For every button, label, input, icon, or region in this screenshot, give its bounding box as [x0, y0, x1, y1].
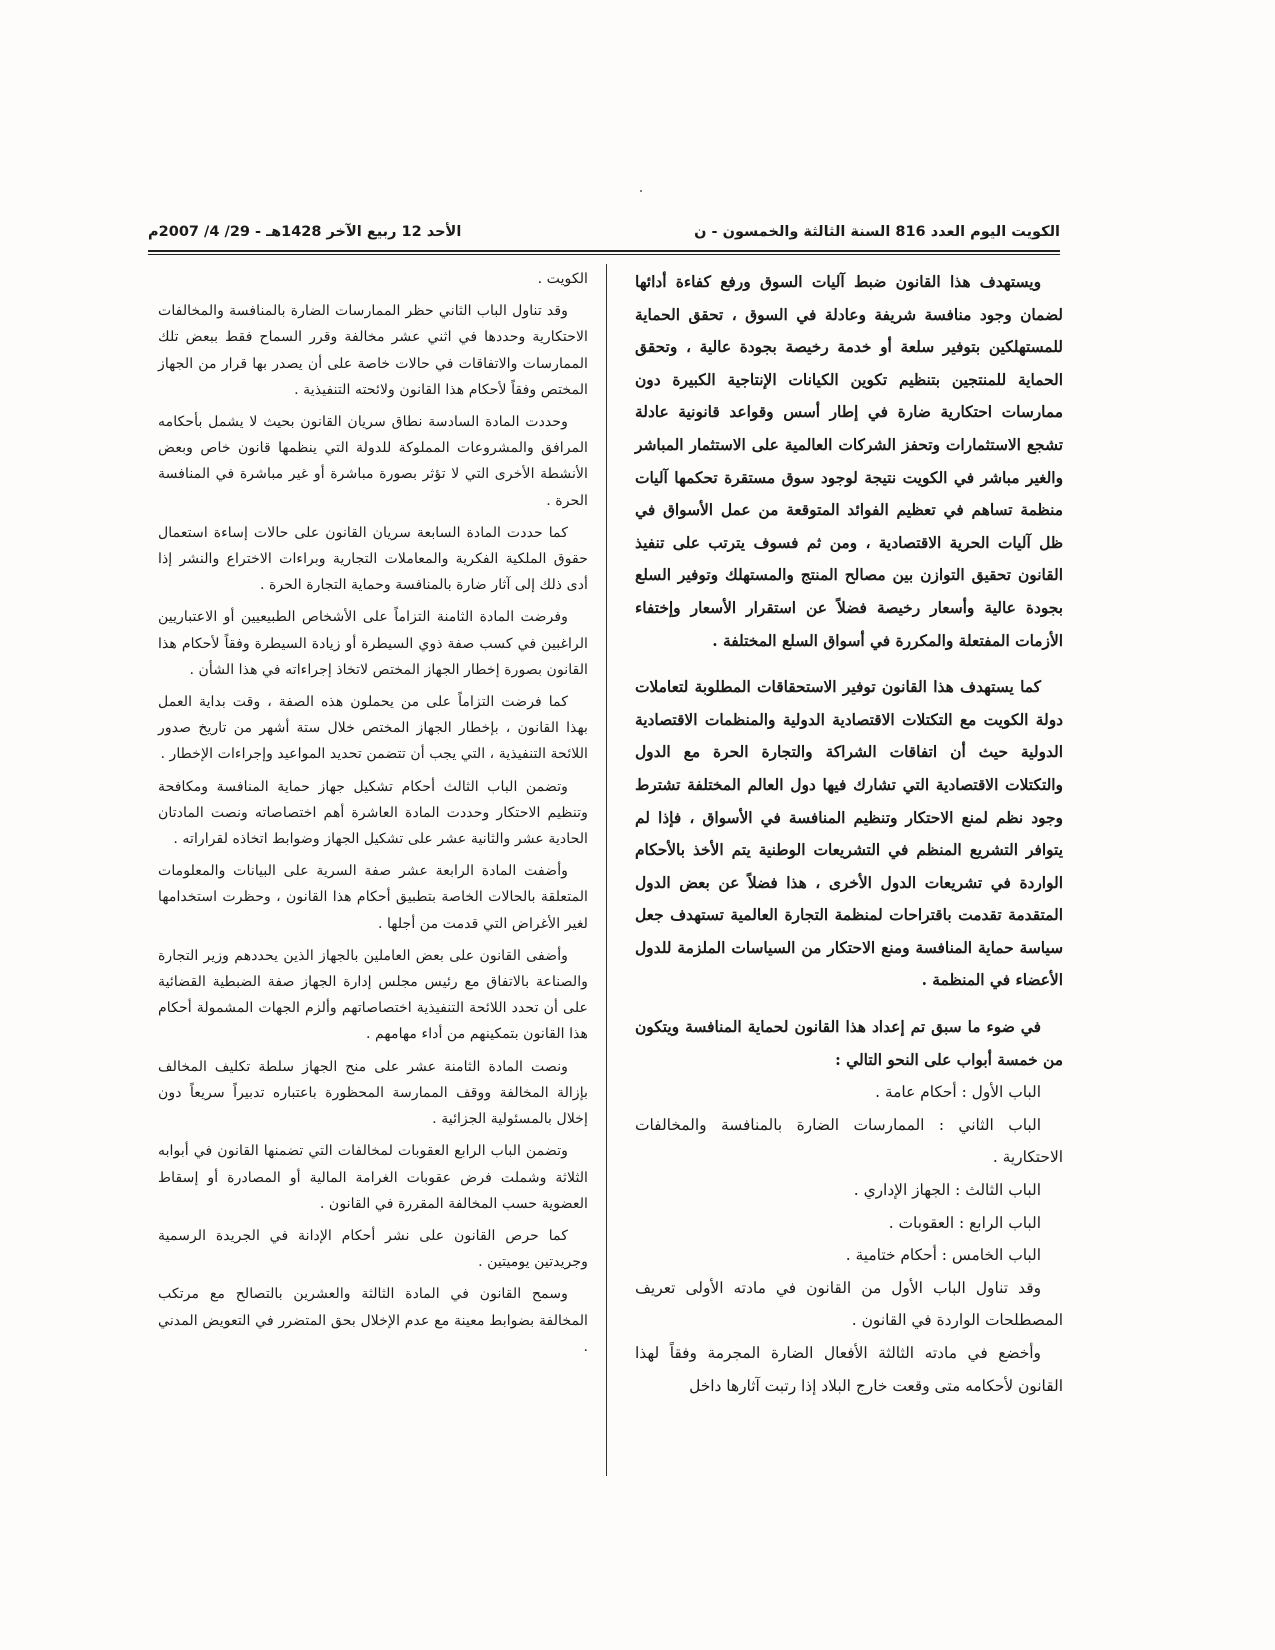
header-rule-thin: [148, 254, 1060, 255]
left-column: [158, 266, 588, 1366]
paragraph-chapter-3: وتضمن الباب الثالث أحكام تشكيل جهاز حماية المنافسة ومكافحة وتنظيم الاحتكار وحددت المادة العاشرة أهم اختصاصاته ونصت المادتان الحادية عشر والثانية عشر على تشكيل الجهاز وضوابط اتخاذه لقراراته .: [158, 778, 588, 848]
paragraph-chapter-2: وقد تناول الباب الثاني حظر الممارسات الضارة بالمنافسة والمخالفات الاحتكارية وحددها في اثني عشر مخالفة وقرر السماح فقط ببعض تلك الممارسات والاتفاقات في حالات خاصة على أن يصدر بها قرار من الجهاز المختص وفقاً لأحكام هذا القانون ولائحته التنفيذية .: [158, 303, 588, 398]
header-rule: [148, 250, 1060, 252]
paragraph-judicial-officers: وأضفى القانون على بعض العاملين بالجهاز الذين يحددهم وزير التجارة والصناعة بالاتفاق مع رئيس مجلس إدارة الجهاز صفة الضبطية القضائية على أن تحدد اللائحة التنفيذية اختصاصاتهم وألزم الجهات المشمولة أحكام هذا القانون بتمكينهم من أداء مهامهم .: [158, 947, 588, 1043]
chapter-4: الباب الرابع : العقوبات .: [888, 1213, 1041, 1232]
paragraph-article-23: وسمح القانون في المادة الثالثة والعشرين بالتصالح مع مرتكب المخالفة بضوابط معينة مع عدم الإخلال بحق المتضرر في التعويض المدني .: [158, 1286, 588, 1355]
header-date: الأحد 12 ربيع الآخر 1428هـ - 29/ 4/ 2007م: [148, 224, 462, 240]
page-header: [148, 224, 1060, 254]
paragraph-article-8: وفرضت المادة الثامنة التزاماً على الأشخاص الطبيعيين أو الاعتباريين الراغبين في كسب صفة ذوي السيطرة أو زيادة السيطرة وفقاً لأحكام هذا القانون بصورة إخطار الجهاز المختص لاتخاذ إجراءاته في هذا الشأن .: [158, 609, 588, 678]
column-divider: [606, 264, 607, 1476]
paragraph-article-18: ونصت المادة الثامنة عشر على منح الجهاز سلطة تكليف المخالف بإزالة المخالفة ووقف الممارسة المحظورة باعتباره تدبيراً سريعاً دون إخلال بالمسئولية الجزائية .: [158, 1058, 588, 1128]
paragraph-article-7: كما حددت المادة السابعة سريان القانون على حالات إساءة استعمال حقوق الملكية الفكرية والمعاملات التجارية وبراءات الاختراع والنشر إذا أدى ذلك إلى آثار ضارة بالمنافسة وحماية التجارة الحرة .: [158, 524, 588, 594]
paragraph-article-14: وأضفت المادة الرابعة عشر صفة السرية على البيانات والمعلومات المتعلقة بالحالات الخاصة بتطبيق أحكام هذا القانون ، وحظرت استخدامها لغير الأغراض التي قدمت من أجلها .: [158, 863, 588, 932]
paragraph-objectives: ويستهدف هذا القانون ضبط آليات السوق ورفع كفاءة أدائها لضمان وجود منافسة شريفة وعادلة في السوق ، تحقق الحماية للمستهلكين بتوفير سلعة أو خدمة رخيصة بجودة عالية ، وتحقق الحماية للمنتجين بتنظيم تكوين الكيانات الإنتاجية الكبيرة دون ممارسات احتكارية ضارة في إطار أسس وقواعد قانونية عادلة تشجع الاستثمارات وتحفز الشركات العالمية على الاستثمار المباشر والغير مباشر في الكويت نتيجة لوجود سوق مستقرة تحكمها آليات منظمة تساهم في تعظيم الفوائد المتوقعة من عمل الأسواق في ظل آليات الحرية الاقتصادية ، ومن ثم فسوف يترتب على تنفيذ القانون تحقيق التوازن بين مصالح المنتج والمستهلك وتوفير السلع بجودة عالية وأسعار رخيصة فضلاً عن استقرار الأسعار وإختفاء الأزمات المفتعلة والمكررة في أسواق السلع المختلفة .: [635, 273, 1063, 650]
paragraph-continuation: الكويت .: [537, 271, 588, 287]
right-column: [635, 266, 1063, 1402]
header-publication-info: الكويت اليوم العدد 816 السنة الثالثة والخمسون - ن: [694, 224, 1060, 240]
paragraph-international: كما يستهدف هذا القانون توفير الاستحقاقات المطلوبة لتعاملات دولة الكويت مع التكتلات الاقتصادية الدولية والمنظمات الاقتصادية الدولية حيث أن اتفاقات الشراكة والتجارة الحرة مع الدول والتكتلات الاقتصادية التي تشارك فيها دول العالم المختلفة تشترط وجود نظم لمنع الاحتكار وتنظيم المنافسة في الأسواق ، فإذا لم يتوافر التشريع المنظم في التشريعات الوطنية يتم الأخذ بالأحكام الواردة في تشريعات الدول الأخرى ، هذا فضلاً عن بعض الدول المتقدمة تقدمت باقتراحات لمنظمة التجارة العالمية تستهدف جعل سياسة حماية المنافسة ومنع الاحتكار من السياسات الملزمة للدول الأعضاء في المنظمة .: [635, 678, 1063, 990]
chapter-1: الباب الأول : أحكام عامة .: [875, 1083, 1041, 1102]
paragraph-publication: كما حرص القانون على نشر أحكام الإدانة في الجريدة الرسمية وجريدتين يوميتين .: [158, 1227, 588, 1271]
paragraph-article-3: وأخضع في مادته الثالثة الأفعال الضارة المجرمة وفقاً لهذا القانون لأحكامه متى وقعت خارج البلاد إذا رتبت آثارها داخل: [635, 1344, 1063, 1395]
scan-speck: [640, 190, 642, 192]
paragraph-structure: في ضوء ما سبق تم إعداد هذا القانون لحماية المنافسة ويتكون من خمسة أبواب على النحو التالي :: [635, 1018, 1063, 1069]
paragraph-notification: كما فرضت التزاماً على من يحملون هذه الصفة ، وقت بداية العمل بهذا القانون ، بإخطار الجهاز المختص خلال ستة أشهر من تاريخ صدور اللائحة التنفيذية ، التي يجب أن تتضمن تحديد المواعيد وإجراءات الإخطار .: [158, 694, 588, 763]
chapter-3: الباب الثالث : الجهاز الإداري .: [853, 1181, 1041, 1200]
paragraph-definitions: وقد تناول الباب الأول من القانون في مادته الأولى تعريف المصطلحات الواردة في القانون .: [635, 1278, 1063, 1330]
chapter-2: الباب الثاني : الممارسات الضارة بالمنافسة والمخالفات الاحتكارية .: [635, 1115, 1063, 1167]
chapter-5: الباب الخامس : أحكام ختامية .: [845, 1246, 1041, 1265]
paragraph-chapter-4: وتضمن الباب الرابع العقوبات لمخالفات التي تضمنها القانون في أبوابه الثلاثة وشملت فرض عقوبات الغرامة المالية أو المصادرة أو إسقاط العضوية حسب المخالفة المقررة في القانون .: [158, 1143, 588, 1212]
paragraph-article-6: وحددت المادة السادسة نطاق سريان القانون بحيث لا يشمل بأحكامه المرافق والمشروعات المملوكة للدولة التي ينظمها قانون خاص وبعض الأنشطة الأخرى التي لا تؤثر بصورة مباشرة أو غير مباشرة في المنافسة الحرة .: [158, 414, 588, 509]
